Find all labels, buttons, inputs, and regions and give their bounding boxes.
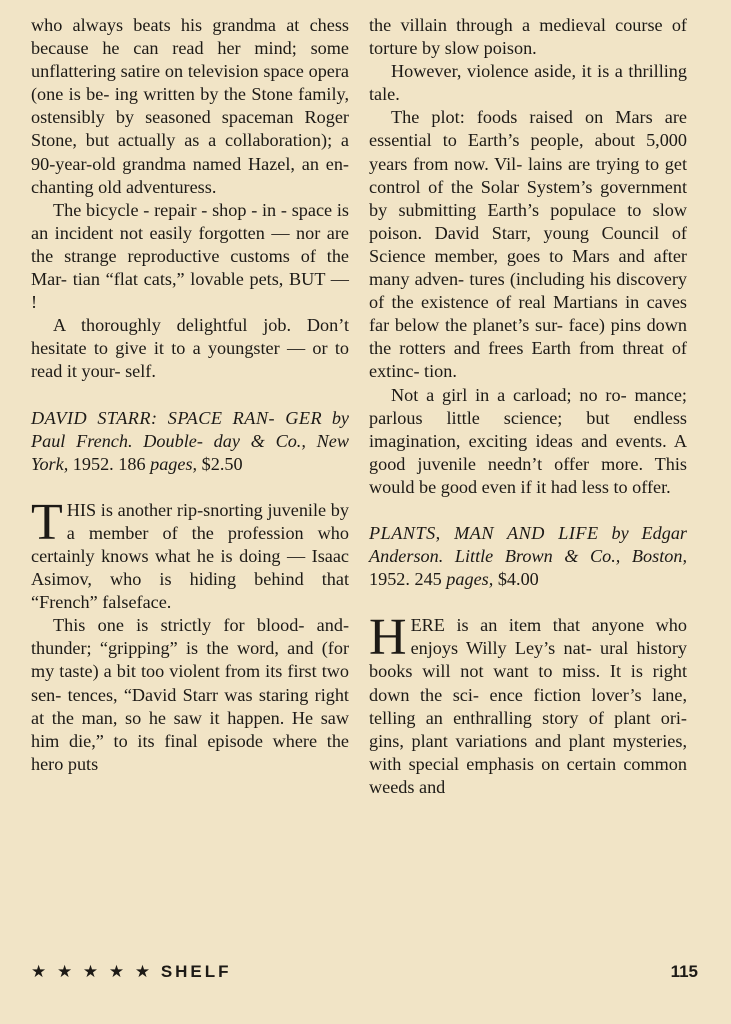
review-heading-david-starr <box>31 407 349 476</box>
body-paragraph: who always beats his grandma at chess because he can read her mind; some unflattering satire on television space opera (one is be- ing written by the Stone family, ostensibly by seasoned spaceman Roger Stone, but actually as a collaboration); a 90-year-old grandma named Hazel, an en- chanting old adventuress. <box>31 15 349 197</box>
body-paragraph: Not a girl in a carload; no ro- mance; parlous little science; but endless imagination, exciting ideas and events. A good juvenile needn’t offer more. This would be good even if it had less to offer. <box>369 384 687 497</box>
review-first-paragraph <box>369 609 687 799</box>
drop-cap: H <box>369 609 407 667</box>
book-year-pages: 1952. 186 <box>72 453 146 474</box>
review-text: HIS is another rip-snorting juvenile by a member of the profession who certainly knows what he is doing — Isaac Asimov, who is hiding behind that “French” falseface. <box>31 499 349 613</box>
book-price: $2.50 <box>197 453 243 474</box>
book-author-publisher: by Edgar Anderson. Little Brown & Co., Boston, <box>369 522 687 567</box>
book-pages-label: pages, <box>441 569 494 590</box>
body-paragraph: A thoroughly delightful job. Don’t hesitate to give it to a youngster — or to read it your- self. <box>31 315 349 382</box>
book-pages-label: pages, <box>145 453 198 474</box>
page-footer <box>31 962 698 986</box>
drop-cap: T <box>31 493 63 551</box>
section-label: ★ ★ ★ ★ ★ SHELF <box>31 962 232 981</box>
body-paragraph: the villain through a medieval course of torture by slow poison. <box>369 15 687 59</box>
right-column <box>369 14 687 799</box>
book-title: PLANTS, MAN AND LIFE <box>369 522 599 543</box>
page-number: 115 <box>670 962 698 981</box>
body-paragraph: However, violence aside, it is a thrilling tale. <box>369 61 687 105</box>
book-price: $4.00 <box>493 569 539 590</box>
left-column <box>31 14 349 776</box>
review-text: ERE is an item that anyone who enjoys Willy Ley’s nat- ural history books will not want to miss. It is right down the sci- ence fiction lover’s lane, telling an enthralling story of plant ori- gins, plant variations and plant mysteries, with special emphasis on certain common weeds and <box>369 615 687 797</box>
body-paragraph: The plot: foods raised on Mars are essential to Earth’s people, about 5,000 years from now. Vil- lains are trying to get control of the Solar System’s government by submitting Earth’s populace to slow poison. David Starr, young Council of Science member, goes to Mars and after many adven- tures (including his discovery of the existence of real Martians in caves far below the planet’s sur- face) pins down the rotters and frees Earth from threat of extinc- tion. <box>369 107 687 382</box>
review-heading-plants-man-life <box>369 522 687 591</box>
book-author-publisher: by Paul French. Double- day & Co., New York, <box>31 407 349 474</box>
body-paragraph: The bicycle - repair - shop - in - space is an incident not easily forgotten — nor are the strange reproductive customs of the Mar- tian “flat cats,” lovable pets, BUT — ! <box>31 199 349 313</box>
review-first-paragraph <box>31 493 349 614</box>
book-year-pages: 1952. 245 <box>369 569 442 590</box>
body-paragraph: This one is strictly for blood- and-thunder; “gripping” is the word, and (for my taste) a bit too violent from its first two sen- tences, “David Starr was staring right at the man, so he saw it happen. He saw him die,” to its final episode where the hero puts <box>31 615 349 774</box>
book-title: DAVID STARR: SPACE RAN- GER <box>31 407 323 428</box>
